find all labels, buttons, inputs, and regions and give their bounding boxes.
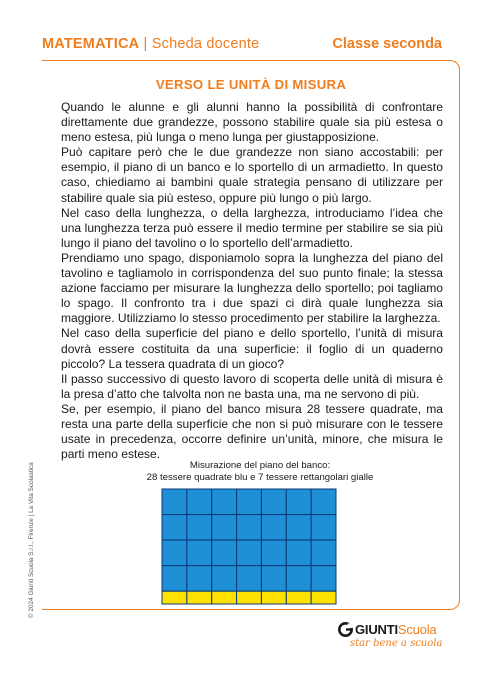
blue-square-tile bbox=[187, 540, 212, 566]
blue-square-tile bbox=[162, 540, 187, 566]
blue-square-tile bbox=[311, 566, 336, 592]
paragraph: Se, per esempio, il piano del banco misura 28 tessere quadrate, ma resta una parte della superficie che non si può misurare con le tessere usate in precedenza, occorre definire un’unità, minore, che misura le parti meno estese. bbox=[61, 401, 443, 462]
blue-square-tile bbox=[162, 515, 187, 541]
paragraph: Nel caso della lunghezza, o della larghezza, introduciamo l’idea che una lunghezza terza può essere il medio termine per stabilire se sia più lungo il piano del tavolino o lo sportello dell’armadietto. bbox=[61, 205, 443, 250]
header-separator: | bbox=[139, 36, 152, 52]
blue-square-tile bbox=[261, 489, 286, 515]
doc-type: Scheda docente bbox=[151, 36, 260, 52]
blue-square-tile bbox=[286, 566, 311, 592]
blue-square-tile bbox=[237, 515, 262, 541]
blue-square-tile bbox=[212, 540, 237, 566]
paragraph: Nel caso della superficie del piano e dello sportello, l’unità di misura dovrà essere costituita da una superficie: il foglio di un quaderno piccolo? La tessera quadrata di un gioco? bbox=[61, 326, 443, 371]
logo-brand-bold: GIUNTI bbox=[355, 622, 398, 637]
figure-caption bbox=[100, 460, 420, 483]
blue-square-tile bbox=[212, 566, 237, 592]
page-header bbox=[42, 36, 442, 56]
paragraph: Il passo successivo di questo lavoro di scoperta delle unità di misura è la presa d’atto che talvolta non ne basta una, ma ne servono di più. bbox=[61, 371, 443, 401]
paragraph: Prendiamo uno spago, disponiamolo sopra la lunghezza del piano del tavolino e tagliamolo in corrispondenza del suo punto finale; la stessa azione facciamo per misurare la lunghezza dello sportello; poi tagliamo lo spago. Il confronto tra i due spazi ci dirà quale lunghezza sia maggiore. Utilizziamo lo stesso procedimento per stabilire la larghezza. bbox=[61, 250, 443, 326]
blue-square-tile bbox=[311, 515, 336, 541]
tile-grid bbox=[161, 488, 337, 605]
blue-square-tile bbox=[261, 515, 286, 541]
page-title: VERSO LE UNITÀ DI MISURA bbox=[155, 77, 347, 92]
yellow-rect-tile bbox=[261, 591, 286, 604]
yellow-rect-tile bbox=[237, 591, 262, 604]
logo-tagline: star bene a scuola bbox=[350, 638, 443, 649]
subject: MATEMATICA bbox=[42, 36, 140, 52]
yellow-rect-tile bbox=[187, 591, 212, 604]
blue-square-tile bbox=[311, 489, 336, 515]
tile-grid-figure bbox=[161, 488, 337, 605]
blue-square-tile bbox=[212, 515, 237, 541]
publisher-logo bbox=[338, 622, 458, 662]
yellow-rect-tile bbox=[286, 591, 311, 604]
blue-square-tile bbox=[311, 540, 336, 566]
giunti-g-icon bbox=[338, 622, 353, 637]
subject-label bbox=[42, 36, 259, 52]
blue-square-tile bbox=[286, 515, 311, 541]
class-label: Classe seconda bbox=[332, 36, 442, 52]
blue-square-tile bbox=[237, 489, 262, 515]
blue-square-tile bbox=[162, 489, 187, 515]
blue-square-tile bbox=[261, 540, 286, 566]
blue-square-tile bbox=[261, 566, 286, 592]
logo-mark bbox=[338, 622, 458, 637]
body-text bbox=[61, 100, 443, 462]
blue-square-tile bbox=[237, 566, 262, 592]
blue-square-tile bbox=[162, 566, 187, 592]
blue-square-tile bbox=[212, 489, 237, 515]
caption-line-1: Misurazione del piano del banco: bbox=[189, 460, 331, 471]
yellow-rect-tile bbox=[212, 591, 237, 604]
paragraph: Può capitare però che le due grandezze non siano accostabili: per esempio, il piano di un banco e lo sportello di un armadietto. In questo caso, chiediamo ai bambini quale strategia pensano di utilizzare per stabilire quale sia più esteso, oppure più lungo o più largo. bbox=[61, 145, 443, 205]
blue-square-tile bbox=[187, 489, 212, 515]
blue-square-tile bbox=[187, 515, 212, 541]
paragraph: Quando le alunne e gli alunni hanno la possibilità di confrontare direttamente due grandezze, possono stabilire quale sia più estesa o meno estesa, più lunga o meno lunga per giustapposizione. bbox=[61, 100, 443, 145]
blue-square-tile bbox=[237, 540, 262, 566]
logo-brand-light: Scuola bbox=[397, 622, 437, 637]
blue-square-tile bbox=[286, 540, 311, 566]
blue-square-tile bbox=[286, 489, 311, 515]
blue-square-tile bbox=[187, 566, 212, 592]
copyright-credit: © 2024 Giunti Scuola S.r.l., Firenze | La Vita Scolastica bbox=[28, 462, 35, 618]
yellow-rect-tile bbox=[311, 591, 336, 604]
yellow-rect-tile bbox=[162, 591, 187, 604]
caption-line-2: 28 tessere quadrate blu e 7 tessere rettangolari gialle bbox=[146, 471, 374, 483]
